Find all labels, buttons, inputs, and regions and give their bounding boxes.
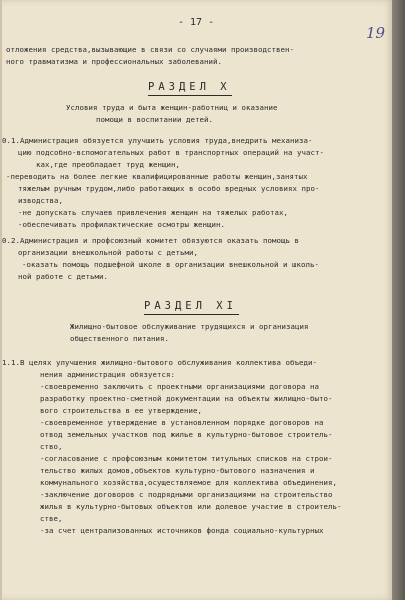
text-line: -заключение договоров с подрядными организациями на строительство xyxy=(40,490,333,499)
text-line: помощи в воспитании детей. xyxy=(96,115,213,124)
text-line: ного травматизма и профессиональных заболеваний. xyxy=(6,57,222,66)
text-line: -оказать помощь подшефной школе в организации внешкольной и школь- xyxy=(22,260,319,269)
text-line: общественного питания. xyxy=(70,334,169,343)
text-line: нения администрация обязуется: xyxy=(40,370,175,379)
page-number: - 17 - xyxy=(178,17,215,28)
section-heading: РАЗДЕЛ XI xyxy=(144,300,237,312)
text-line: -не допускать случаев привлечения женщин на тяжелых работах, xyxy=(18,208,288,217)
text-line: -согласование с профсоюзным комитетом титульных списков на строи- xyxy=(40,454,333,463)
text-line: ках,где преобладает труд женщин, xyxy=(36,160,180,169)
text-line: Жилищно-бытовое обслуживание трудящихся и организация xyxy=(70,322,309,331)
text-line: -за счет централизованных источников фонда социально-культурных xyxy=(40,526,324,535)
section-heading-underline xyxy=(144,314,239,315)
text-line: тельство жилых домов,объектов культурно-бытового назначения и xyxy=(40,466,315,475)
text-line: -своевременно заключить с проектными организациями договора на xyxy=(40,382,319,391)
text-line: жилья в культурно-бытовых объектов или долевое участие в строитель- xyxy=(40,502,342,511)
text-line: стве, xyxy=(40,514,63,523)
text-line: коммунального хозяйства,осуществляемое для коллектива объединения, xyxy=(40,478,337,487)
section-heading-underline xyxy=(148,95,232,96)
text-line: цию подсобно-вспомогательных работ в транспортных операций на участ- xyxy=(18,148,324,157)
page-crease xyxy=(0,0,2,600)
text-line: отвод земельных участков под жилье в культурно-бытовое строитель- xyxy=(40,430,333,439)
text-line: -обеспечивать профилактические осмотры женщин. xyxy=(18,220,225,229)
text-line: -переводить на более легкие квалифицированные работы женщин,занятых xyxy=(6,172,308,181)
text-line: ной работе с детьми. xyxy=(18,272,108,281)
text-line: ство, xyxy=(40,442,63,451)
handwritten-page-number: 19 xyxy=(366,24,386,42)
page-edge-shadow xyxy=(392,0,405,600)
text-line: организации внешкольной работы с детьми, xyxy=(18,248,198,257)
text-line: вого строительства в ее утверждение, xyxy=(40,406,202,415)
text-line: Условия труда и быта женщин-работниц и оказание xyxy=(66,103,278,112)
text-line: отложения средства,вызывающие в связи со случаями производствен- xyxy=(6,45,294,54)
text-line: изводства, xyxy=(18,196,63,205)
text-line: тяжелым ручным трудом,либо работающих в особо вредных условиях про- xyxy=(18,184,320,193)
text-line: 0.2.Администрация и профсоюзный комитет обязуются оказать помощь в xyxy=(2,236,299,245)
text-line: разработку проектно-сметной документации на объекты жилищно-быто- xyxy=(40,394,333,403)
section-heading: РАЗДЕЛ X xyxy=(148,81,231,93)
text-line: 0.1.Администрация обязуется улучшить условия труда,внедрить механиза- xyxy=(2,136,313,145)
text-line: 1.1.В целях улучшения жилищно-бытового обслуживания коллектива объеди- xyxy=(2,358,317,367)
text-line: -своевременное утверждение в установленном порядке договоров на xyxy=(40,418,324,427)
